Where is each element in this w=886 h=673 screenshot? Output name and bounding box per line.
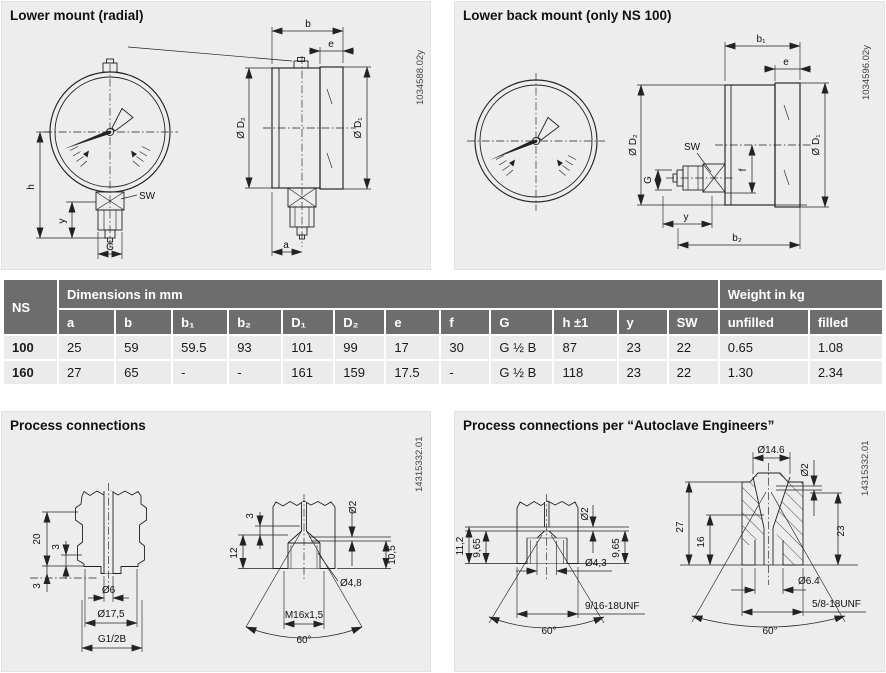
cell: 65 [116, 361, 171, 384]
gauge-front-view [467, 73, 605, 211]
cell: 1.08 [810, 336, 882, 359]
cell: 1.30 [720, 361, 808, 384]
dim-label-3: 3 [245, 513, 256, 519]
cell-ns: 100 [4, 336, 57, 359]
table-row-ns100 [4, 336, 882, 359]
dim-label-angle: 60° [762, 626, 778, 637]
panel-process-connections [1, 411, 431, 672]
dim-label-3-upper: 3 [51, 544, 62, 550]
dim-label-seat: Ø4,3 [585, 558, 607, 569]
dim-label-23: 23 [836, 525, 847, 537]
dimensions-table [2, 278, 884, 386]
dim-label-sw: SW [139, 191, 156, 202]
col-header-a: a [59, 310, 114, 334]
dim-label-12: 12 [229, 547, 240, 559]
drawing-process-connections [2, 412, 430, 671]
dim-label-angle: 60° [296, 635, 312, 646]
dim-label-g: G [106, 242, 114, 253]
dim-label-3-lower: 3 [32, 583, 43, 589]
cell: 101 [283, 336, 333, 359]
cell: 99 [335, 336, 384, 359]
dim-label-bore: Ø2 [348, 500, 359, 514]
dim-label-seat: Ø4,8 [340, 578, 362, 589]
cell: 27 [59, 361, 114, 384]
panel-title: Lower back mount (only NS 100) [463, 8, 672, 23]
dim-label-dia-d2: Ø D₂ [628, 134, 639, 156]
cell: 22 [669, 336, 718, 359]
cell: - [441, 361, 489, 384]
cell: 25 [59, 336, 114, 359]
cell: G ½ B [491, 336, 552, 359]
needle [490, 140, 537, 161]
cell: 22 [669, 361, 718, 384]
col-group-dimensions: Dimensions in mm [59, 280, 718, 308]
connection-unf58 [675, 445, 866, 637]
col-header-sw: SW [669, 310, 718, 334]
dim-label-dia-d1: Ø D₁ [811, 134, 822, 156]
cell: 30 [441, 336, 489, 359]
connection-unf916 [455, 494, 645, 637]
cell-ns: 160 [4, 361, 57, 384]
col-header-h: h ±1 [554, 310, 616, 334]
dim-label-20: 20 [32, 533, 43, 545]
dim-label-counterbore: Ø17,5 [97, 609, 125, 620]
panel-lower-back-mount [454, 1, 885, 270]
dim-label-9-65-left: 9,65 [472, 538, 483, 558]
dim-label-sw: SW [683, 142, 701, 153]
drawing-process-connections-autoclave [455, 412, 886, 671]
table-row-ns160 [4, 361, 882, 384]
dim-label-dia-d1: Ø D₁ [353, 117, 364, 139]
cell: 59.5 [173, 336, 227, 359]
dim-label-y: y [683, 212, 689, 223]
figure-number: 1034588.02y [415, 50, 426, 105]
col-header-y: y [619, 310, 667, 334]
dim-label-b2: b₂ [732, 233, 742, 244]
dim-label-h: h [26, 184, 37, 190]
needle [64, 131, 111, 150]
dim-label-9-65-right: 9,65 [611, 538, 622, 558]
col-header-e: e [386, 310, 439, 334]
dim-label-27: 27 [675, 521, 686, 533]
col-header-unfilled: unfilled [720, 310, 808, 334]
panel-title: Lower mount (radial) [10, 8, 144, 23]
col-header-ns: NS [4, 280, 57, 334]
col-header-b2: b₂ [229, 310, 281, 334]
cell: 23 [619, 336, 667, 359]
drawing-lower-mount [2, 2, 430, 269]
panel-title: Process connections per “Autoclave Engineers” [463, 418, 775, 433]
cell: - [229, 361, 281, 384]
cell: G ½ B [491, 361, 552, 384]
dim-label-a: a [283, 240, 289, 251]
col-header-b: b [116, 310, 171, 334]
gauge-front-view [26, 59, 178, 259]
cell: 59 [116, 336, 171, 359]
dim-label-16: 16 [696, 536, 707, 548]
dimensions-table-wrap [2, 278, 884, 386]
cell: 87 [554, 336, 616, 359]
figure-number: 14315332.01 [860, 440, 871, 496]
cell: 159 [335, 361, 384, 384]
dim-label-thread: G1/2B [97, 634, 127, 645]
col-header-d1: D₁ [283, 310, 333, 334]
cell: 17 [386, 336, 439, 359]
col-header-d2: D₂ [335, 310, 384, 334]
figure-number: 1034596.02y [861, 45, 872, 100]
col-header-f: f [441, 310, 489, 334]
dim-label-11-2: 11,2 [455, 536, 466, 556]
connection-g12b [30, 483, 147, 652]
dim-label-10-5: 10,5 [387, 545, 398, 565]
panel-process-connections-autoclave [454, 411, 885, 672]
dim-label-thread: 9/16-18UNF [585, 601, 640, 612]
drawing-lower-back-mount [455, 2, 884, 269]
dim-label-f: f [738, 168, 749, 172]
cell: - [173, 361, 227, 384]
figure-number: 14315332.01 [414, 436, 425, 492]
dim-label-bore: Ø2 [580, 507, 591, 521]
dim-label-bore: Ø6 [101, 585, 116, 596]
dim-label-thread: 5/8-18UNF [812, 599, 861, 610]
col-header-b1: b₁ [173, 310, 227, 334]
dim-label-top-dia: Ø14.6 [757, 445, 785, 456]
col-group-weight: Weight in kg [720, 280, 882, 308]
cell: 93 [229, 336, 281, 359]
dim-label-g: G [643, 176, 654, 184]
dim-label-angle: 60° [541, 626, 557, 637]
panel-lower-mount [1, 1, 431, 270]
col-header-g: G [491, 310, 552, 334]
dim-label-y: y [57, 218, 68, 224]
dim-label-b1: b₁ [756, 34, 766, 45]
dim-label-b: b [305, 19, 311, 30]
dim-label-seat: Ø6.4 [798, 576, 820, 587]
gauge-side-view [628, 34, 829, 249]
dim-label-bore: Ø2 [800, 463, 811, 477]
col-header-filled: filled [810, 310, 882, 334]
cell: 0.65 [720, 336, 808, 359]
dim-label-e: e [783, 57, 789, 68]
dim-label-thread: M16x1,5 [284, 610, 324, 621]
dim-label-e: e [328, 39, 334, 50]
cell: 17.5 [386, 361, 439, 384]
connection-m16 [229, 494, 398, 646]
dim-label-dia-d2: Ø D₂ [236, 117, 247, 139]
panel-title: Process connections [10, 418, 146, 433]
cell: 2.34 [810, 361, 882, 384]
cell: 118 [554, 361, 616, 384]
cell: 161 [283, 361, 333, 384]
cell: 23 [619, 361, 667, 384]
